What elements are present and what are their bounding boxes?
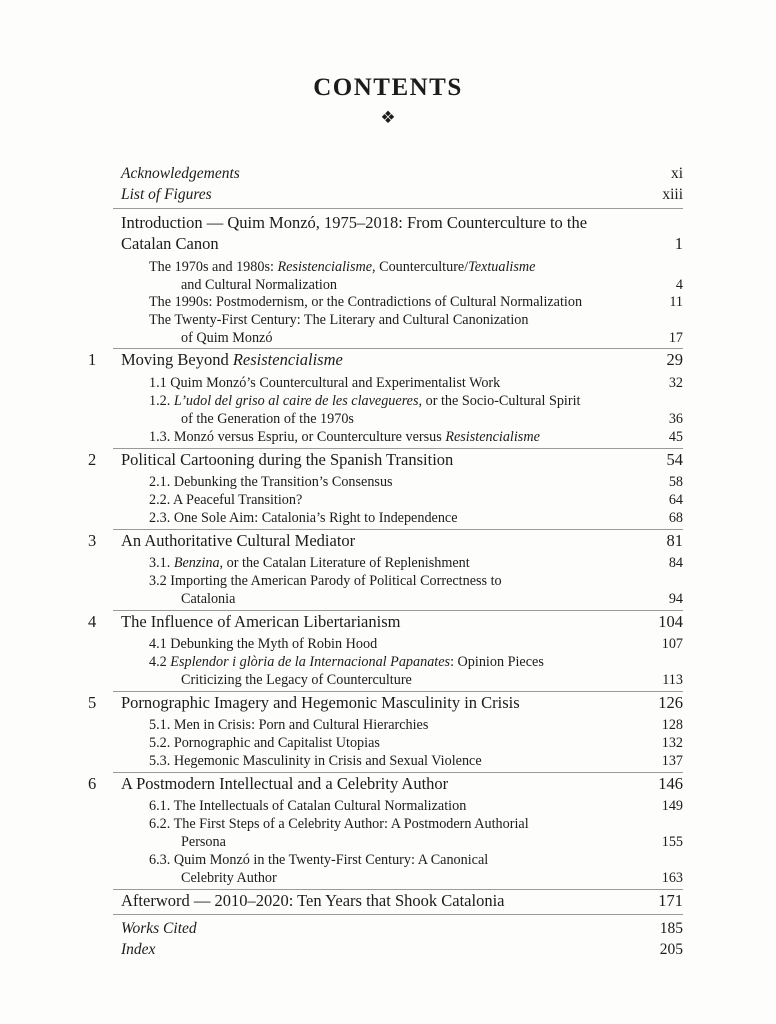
entry-title: and Cultural Normalization bbox=[181, 277, 338, 293]
page-number: 58 bbox=[668, 474, 683, 490]
chapter-number: 5 bbox=[88, 693, 97, 712]
entry-title: Criticizing the Legacy of Counterculture bbox=[181, 672, 412, 688]
page-number: 36 bbox=[668, 411, 683, 427]
page-number: 104 bbox=[658, 612, 683, 631]
entry-title: Introduction — Quim Monzó, 1975–2018: From Counterculture to the bbox=[121, 213, 588, 232]
entry-title: 6.1. The Intellectuals of Catalan Cultural Normalization bbox=[149, 798, 467, 814]
divider bbox=[113, 529, 683, 530]
entry-label: Index bbox=[121, 941, 156, 958]
page-number: 94 bbox=[668, 591, 683, 607]
chapter-title: An Authoritative Cultural Mediator bbox=[121, 531, 356, 550]
page-number: xi bbox=[670, 165, 683, 182]
chapter-title: Moving Beyond Resistencialisme bbox=[121, 350, 343, 369]
page-number: 171 bbox=[658, 891, 683, 910]
page-number: 29 bbox=[666, 350, 683, 369]
page-number: 84 bbox=[668, 555, 683, 571]
page-number: 45 bbox=[668, 429, 683, 445]
page-number: 128 bbox=[661, 717, 683, 733]
page-number: 81 bbox=[666, 531, 683, 550]
entry-title: 4.1 Debunking the Myth of Robin Hood bbox=[149, 636, 378, 652]
page-number: 146 bbox=[658, 774, 683, 793]
chapter-number: 6 bbox=[88, 774, 97, 793]
page-number: 155 bbox=[661, 834, 683, 850]
entry-title: 1.3. Monzó versus Espriu, or Counterculture versus Resistencialisme bbox=[149, 429, 540, 445]
divider bbox=[113, 610, 683, 611]
entry-title: Afterword — 2010–2020: Ten Years that Shook Catalonia bbox=[121, 891, 505, 910]
entry-label: List of Figures bbox=[121, 186, 212, 203]
page-number: 64 bbox=[668, 492, 683, 508]
divider bbox=[113, 208, 683, 209]
entry-title: 5.3. Hegemonic Masculinity in Crisis and Sexual Violence bbox=[149, 753, 482, 769]
entry-title: The 1990s: Postmodernism, or the Contradictions of Cultural Normalization bbox=[149, 294, 583, 310]
page-number: 163 bbox=[661, 870, 683, 886]
page-number: 32 bbox=[668, 375, 683, 391]
page-number: 132 bbox=[661, 735, 683, 751]
page-number: 4 bbox=[675, 277, 683, 293]
entry-title: of Quim Monzó bbox=[181, 330, 273, 346]
divider bbox=[113, 772, 683, 773]
page-number: 113 bbox=[662, 672, 683, 688]
chapter-number: 2 bbox=[88, 450, 97, 469]
entry-title: of the Generation of the 1970s bbox=[181, 411, 354, 427]
chapter-title: Political Cartooning during the Spanish Transition bbox=[121, 450, 454, 469]
entry-title: 2.2. A Peaceful Transition? bbox=[149, 492, 303, 508]
page-title: CONTENTS bbox=[313, 74, 463, 101]
entry-title: Celebrity Author bbox=[181, 870, 277, 886]
entry-title: The 1970s and 1980s: Resistencialisme, Counterculture/Textualisme bbox=[149, 259, 536, 275]
entry-title: 1.2. L’udol del griso al caire de les clavegueres, or the Socio-Cultural Spirit bbox=[149, 393, 581, 409]
divider bbox=[113, 914, 683, 915]
entry-title: Catalan Canon bbox=[121, 234, 219, 253]
divider bbox=[113, 691, 683, 692]
entry-title: 1.1 Quim Monzó’s Countercultural and Experimentalist Work bbox=[149, 375, 501, 391]
divider bbox=[113, 348, 683, 349]
entry-title: Persona bbox=[181, 834, 226, 850]
entry-title: 2.3. One Sole Aim: Catalonia’s Right to Independence bbox=[149, 510, 458, 526]
page-number: 11 bbox=[669, 294, 683, 310]
chapter-number: 4 bbox=[88, 612, 97, 631]
entry-title: 2.1. Debunking the Transition’s Consensus bbox=[149, 474, 393, 490]
page-number: xiii bbox=[662, 186, 683, 203]
entry-title: Catalonia bbox=[181, 591, 236, 607]
divider bbox=[113, 889, 683, 890]
entry-title: 3.2 Importing the American Parody of Political Correctness to bbox=[149, 573, 502, 589]
entry-title: 3.1. Benzina, or the Catalan Literature of Replenishment bbox=[149, 555, 470, 571]
ornament-icon: ❖ bbox=[380, 108, 396, 128]
page-number: 149 bbox=[661, 798, 683, 814]
page-number: 205 bbox=[659, 941, 683, 958]
chapter-title: The Influence of American Libertarianism bbox=[121, 612, 401, 631]
page-number: 137 bbox=[661, 753, 683, 769]
entry-label: Acknowledgements bbox=[121, 165, 240, 182]
page-number: 54 bbox=[666, 450, 683, 469]
page-number: 126 bbox=[658, 693, 683, 712]
page-number: 17 bbox=[668, 330, 683, 346]
entry-label: Works Cited bbox=[121, 920, 197, 937]
page-number: 185 bbox=[659, 920, 683, 937]
chapter-number: 3 bbox=[88, 531, 97, 550]
entry-title: 5.1. Men in Crisis: Porn and Cultural Hierarchies bbox=[149, 717, 429, 733]
entry-title: 6.3. Quim Monzó in the Twenty-First Century: A Canonical bbox=[149, 852, 489, 868]
entry-title: 6.2. The First Steps of a Celebrity Author: A Postmodern Authorial bbox=[149, 816, 529, 832]
page-number: 68 bbox=[668, 510, 683, 526]
page-number: 107 bbox=[661, 636, 683, 652]
page-number: 1 bbox=[674, 234, 683, 253]
entry-title: 4.2 Esplendor i glòria de la Internacional Papanates: Opinion Pieces bbox=[149, 654, 544, 670]
chapter-title: Pornographic Imagery and Hegemonic Masculinity in Crisis bbox=[121, 693, 520, 712]
divider bbox=[113, 448, 683, 449]
entry-title: The Twenty-First Century: The Literary and Cultural Canonization bbox=[149, 312, 529, 328]
entry-title: 5.2. Pornographic and Capitalist Utopias bbox=[149, 735, 380, 751]
chapter-number: 1 bbox=[88, 350, 97, 369]
chapter-title: A Postmodern Intellectual and a Celebrity Author bbox=[121, 774, 449, 793]
